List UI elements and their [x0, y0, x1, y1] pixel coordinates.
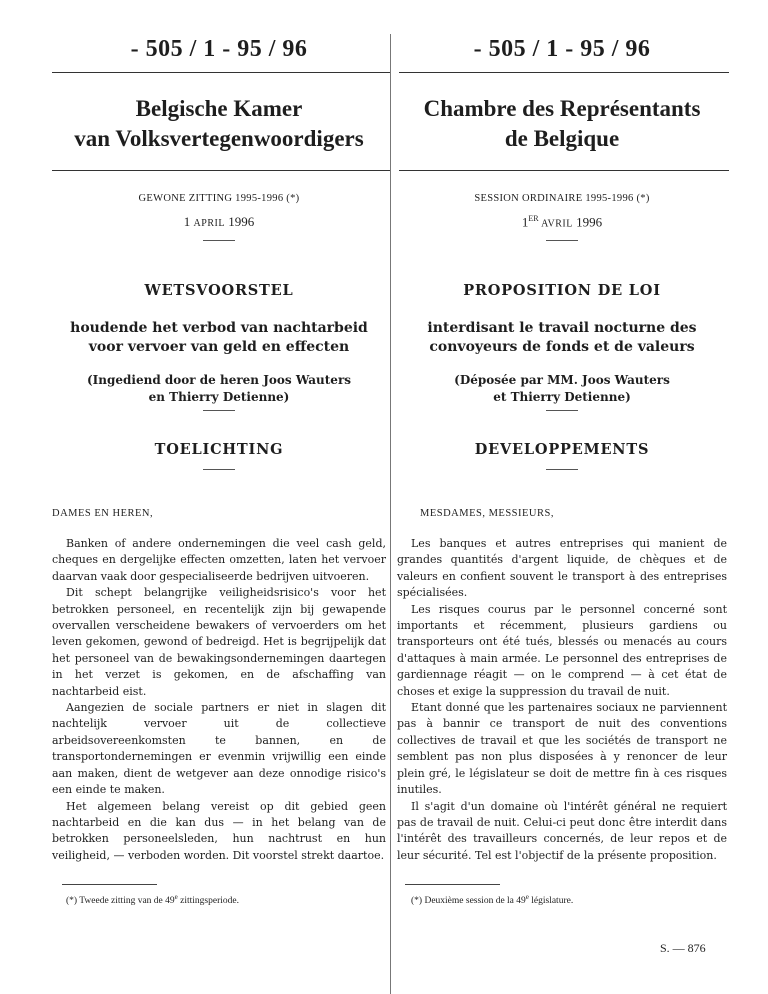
bill-subject: houdende het verbod van nachtarbeid voor vervoer van geld en effecten — [70, 320, 368, 355]
session-label: SESSION ORDINAIRE 1995-1996 (*) — [474, 193, 650, 204]
paragraph: Les risques courus par le personnel concerné sont importants et récemment, plusieurs gardiens ou transporteurs ont été tués, blessés ou menacés au cours d'attaques à main armée. Le personnel des entreprises de gardiennage réagit — on le comprend — à cet état de choses et exige la suppression du travail de nuit. — [397, 602, 727, 698]
session-label: GEWONE ZITTING 1995-1996 (*) — [138, 193, 300, 204]
column-divider — [390, 34, 391, 994]
footnote-rule — [62, 884, 157, 885]
document-type: WETSVOORSTEL — [144, 282, 294, 299]
document-type: PROPOSITION DE LOI — [463, 282, 661, 299]
paragraph: Les banques et autres entreprises qui manient de grandes quantités d'argent liquide, de chèques et de valeurs en confient souvent le transport à des entreprises spécialisées. — [397, 537, 727, 600]
document-number: - 505 / 1 - 95 / 96 — [473, 36, 651, 62]
footnote: (*) Deuxième session de la 49e législature. — [411, 893, 574, 907]
separator — [203, 240, 235, 241]
page-number: S. — 876 — [660, 941, 706, 955]
explanation-text — [52, 536, 386, 864]
paragraph: Dit schept belangrijke veiligheidsrisico's voor het betrokken personeel, en recentelijk zijn bij gewapende overvallen verscheidene bewakers of vervoerders om het leven gekomen, gewond of bedreigd. Het is begrijpelijk dat het personeel van de bewakingsondernemingen daartegen in het verzet is gekomen, en de afschaffing van nachtarbeid eist. — [52, 586, 386, 698]
document-number: - 505 / 1 - 95 / 96 — [130, 36, 308, 62]
separator — [546, 410, 578, 411]
separator — [546, 240, 578, 241]
rule — [52, 170, 390, 171]
bill-authors: (Ingediend door de heren Joos Wauters en Thierry Detienne) — [86, 373, 352, 404]
bill-subject: interdisant le travail nocturne des convoyeurs de fonds et de valeurs — [427, 320, 697, 355]
separator — [203, 469, 235, 470]
rule — [399, 170, 729, 171]
separator — [203, 410, 235, 411]
document-date: 1 APRIL 1996 — [183, 214, 255, 229]
footnote: (*) Tweede zitting van de 49e zittingsperiode. — [66, 893, 239, 907]
separator — [546, 469, 578, 470]
paragraph: Banken of andere ondernemingen die veel cash geld, cheques en dergelijke effecten omzetten, laten het vervoer daarvan vaak door gespecialiseerde bedrijven uitvoeren. — [52, 537, 386, 583]
footnote-rule — [405, 884, 500, 885]
paragraph: Het algemeen belang vereist op dit gebied geen nachtarbeid en die kan dus — in het belang van de betrokken personeelsleden, hun nachtrust en hun veiligheid, — verboden worden. Dit voorstel strekt daartoe. — [52, 799, 386, 862]
salutation: DAMES EN HEREN, — [52, 508, 154, 519]
chamber-name: Belgische Kamer van Volksvertegenwoordigers — [74, 96, 364, 151]
bill-authors: (Déposée par MM. Joos Wauters et Thierry Detienne) — [454, 373, 670, 404]
rule — [52, 72, 390, 73]
salutation: MESDAMES, MESSIEURS, — [420, 508, 554, 519]
section-heading: DEVELOPPEMENTS — [474, 441, 650, 458]
paragraph: Aangezien de sociale partners er niet in slagen dit nachtelijk vervoer uit de collectieve arbeidsovereenkomsten te bannen, en de transportondernemingen er evenmin vrijwillig een einde aan maken, dient de wetgever aan deze onnodige risico's een einde te maken. — [52, 701, 386, 797]
document-date: 1ER AVRIL 1996 — [521, 214, 603, 230]
paragraph: Etant donné que les partenaires sociaux ne parviennent pas à bannir ce transport de nuit des conventions collectives de travail et que les sociétés de transport ne semblent pas non plus disposées à y renoncer de leur plein gré, le législateur se doit de mettre fin à ces risques inutiles. — [397, 701, 727, 797]
chamber-name: Chambre des Représentants de Belgique — [423, 96, 701, 151]
paragraph: Il s'agit d'un domaine où l'intérêt général ne requiert pas de travail de nuit. Celui-ci peut donc être interdit dans l'intérêt des travailleurs concernés, de leur repos et de leur sécurité. Tel est l'objectif de la présente proposition. — [397, 799, 727, 862]
rule — [399, 72, 729, 73]
section-heading: TOELICHTING — [154, 441, 284, 458]
explanation-text — [397, 536, 727, 864]
